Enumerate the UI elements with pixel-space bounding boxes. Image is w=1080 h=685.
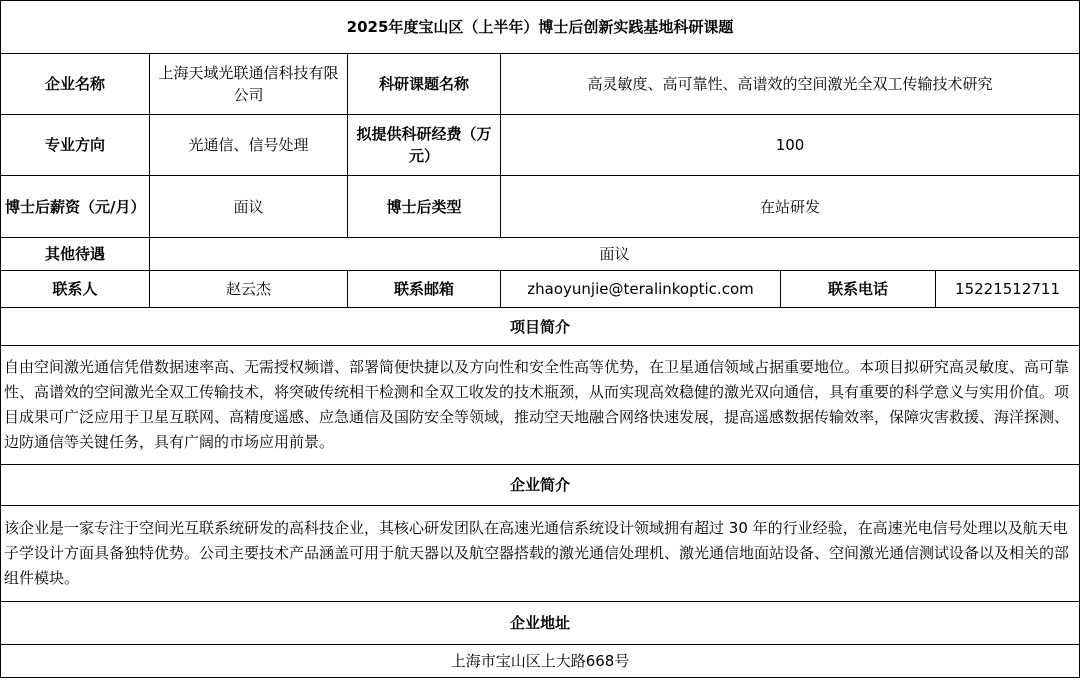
project-intro-text: 自由空间激光通信凭借数据速率高、无需授权频谱、部署简便快捷以及方向性和安全性高等优势，在卫星通信领域占据重要地位。本项目拟研究高灵敏度、高可靠性、高谱效的空间激光全双工传输技术，将突破传统相干检测和全双工收发的技术瓶颈，从而实现高效稳健的激光双向通信，具有重要的科学意义与实用价值。项目成果可广泛应用于卫星互联网、高精度遥感、应急通信及国防安全等领域，推动空天地融合网络快速发展，提高遥感数据传输效率，保障灾害救援、海洋探测、边防通信等关键任务，具有广阔的市场应用前景。 (1, 346, 1080, 465)
contact-person-value: 赵云杰 (150, 271, 348, 308)
company-name-value: 上海天域光联通信科技有限公司 (150, 54, 348, 115)
major-value: 光通信、信号处理 (150, 115, 348, 176)
contact-email-label: 联系邮箱 (348, 271, 501, 308)
contact-phone-label: 联系电话 (781, 271, 936, 308)
document-title: 2025年度宝山区（上半年）博士后创新实践基地科研课题 (1, 1, 1080, 54)
company-address-heading: 企业地址 (1, 602, 1080, 645)
company-intro-heading: 企业简介 (1, 465, 1080, 506)
other-benefits-label: 其他待遇 (1, 238, 150, 271)
salary-value: 面议 (150, 176, 348, 238)
contact-person-label: 联系人 (1, 271, 150, 308)
company-intro-text: 该企业是一家专注于空间光互联系统研发的高科技企业，其核心研发团队在高速光通信系统设计领域拥有超过 30 年的行业经验，在高速光电信号处理以及航天电子学设计方面具备独特优势。公司主要技术产品涵盖可用于航天器以及航空器搭载的激光通信处理机、激光通信地面站设备、空间激光通信测试设备以及相关的部组件模块。 (1, 506, 1080, 602)
funding-value: 100 (501, 115, 1080, 176)
research-topic-value: 高灵敏度、高可靠性、高谱效的空间激光全双工传输技术研究 (501, 54, 1080, 115)
major-label: 专业方向 (1, 115, 150, 176)
salary-label: 博士后薪资（元/月） (1, 176, 150, 238)
postdoc-type-value: 在站研发 (501, 176, 1080, 238)
project-intro-heading: 项目简介 (1, 308, 1080, 346)
contact-email-value: zhaoyunjie@teralinkoptic.com (501, 271, 781, 308)
contact-phone-value: 15221512711 (936, 271, 1080, 308)
other-benefits-value: 面议 (150, 238, 1080, 271)
funding-label: 拟提供科研经费（万元） (348, 115, 501, 176)
company-address-value: 上海市宝山区上大路668号 (1, 645, 1080, 678)
postdoc-type-label: 博士后类型 (348, 176, 501, 238)
company-name-label: 企业名称 (1, 54, 150, 115)
research-topic-label: 科研课题名称 (348, 54, 501, 115)
